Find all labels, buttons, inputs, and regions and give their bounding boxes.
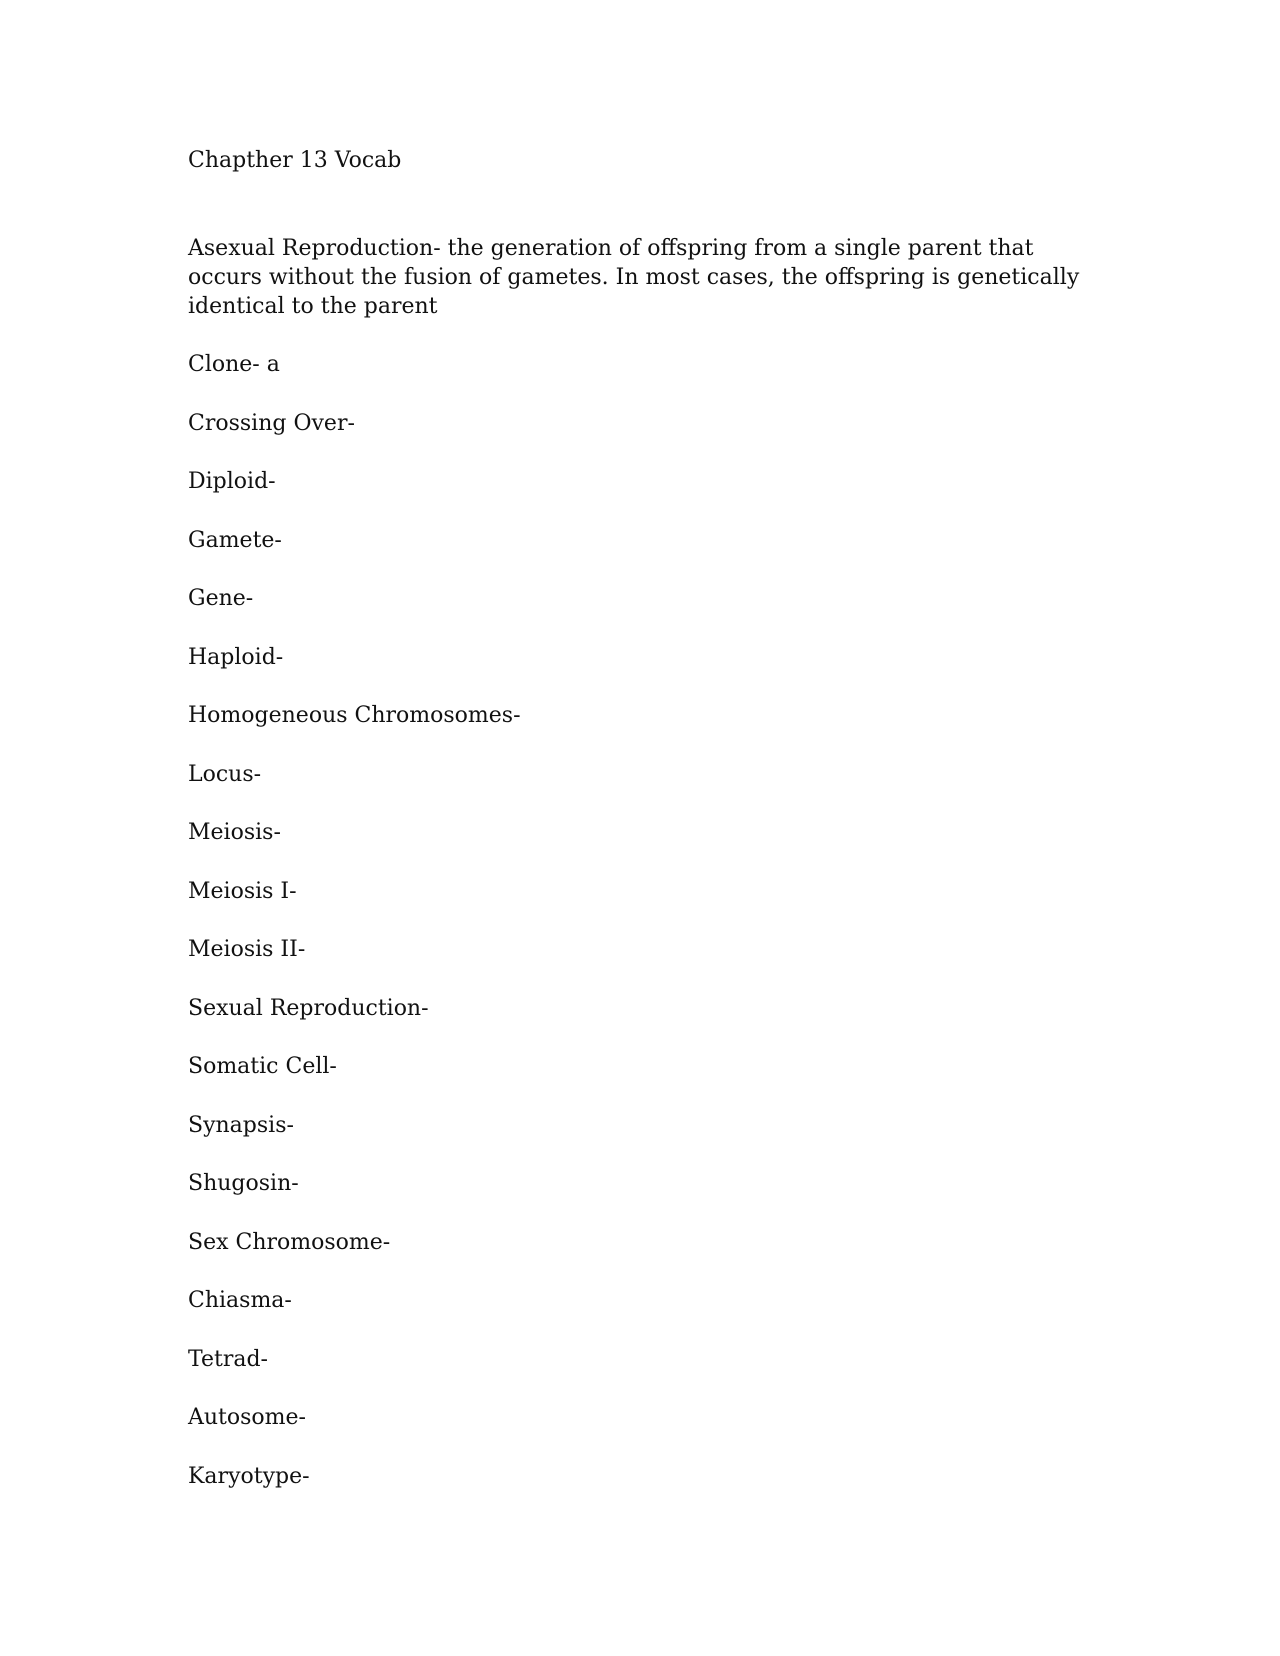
vocab-entry-asexual-reproduction: Asexual Reproduction- the generation of offspring from a single parent that occurs without the fusion of gametes. In most cases, the offspring is genetically identical to the parent bbox=[188, 236, 1087, 319]
document-body bbox=[188, 146, 1088, 1520]
vocab-entry-tetrad: Tetrad- bbox=[188, 1346, 268, 1372]
vocab-entry-synapsis: Synapsis- bbox=[188, 1112, 294, 1138]
vocab-entry-meiosis: Meiosis- bbox=[188, 820, 281, 845]
vocab-entry-haploid: Haploid- bbox=[188, 644, 284, 670]
vocab-entry-autosome: Autosome- bbox=[188, 1405, 306, 1430]
vocab-entry-homogeneous-chromosomes: Homogeneous Chromosomes- bbox=[188, 703, 521, 728]
vocab-entry-shugosin: Shugosin- bbox=[188, 1171, 299, 1196]
vocab-entry-chiasma: Chiasma- bbox=[188, 1288, 292, 1313]
vocab-entry-somatic-cell: Somatic Cell- bbox=[188, 1054, 337, 1079]
vocab-entry-karyotype: Karyotype- bbox=[188, 1463, 310, 1489]
vocab-entry-sexual-reproduction: Sexual Reproduction- bbox=[188, 995, 429, 1021]
vocab-entry-sex-chromosome: Sex Chromosome- bbox=[188, 1229, 391, 1255]
vocab-entry-gamete: Gamete- bbox=[188, 527, 282, 553]
vocab-entry-clone: Clone- a bbox=[188, 352, 280, 377]
document-title: Chapther 13 Vocab bbox=[188, 148, 402, 173]
vocab-entry-meiosis-i: Meiosis I- bbox=[188, 878, 297, 904]
vocab-entry-crossing-over: Crossing Over- bbox=[188, 410, 355, 436]
vocab-entry-meiosis-ii: Meiosis II- bbox=[188, 937, 306, 962]
vocab-entry-diploid: Diploid- bbox=[188, 469, 276, 494]
vocab-entry-locus: Locus- bbox=[188, 761, 262, 787]
vocab-entry-gene: Gene- bbox=[188, 586, 254, 611]
